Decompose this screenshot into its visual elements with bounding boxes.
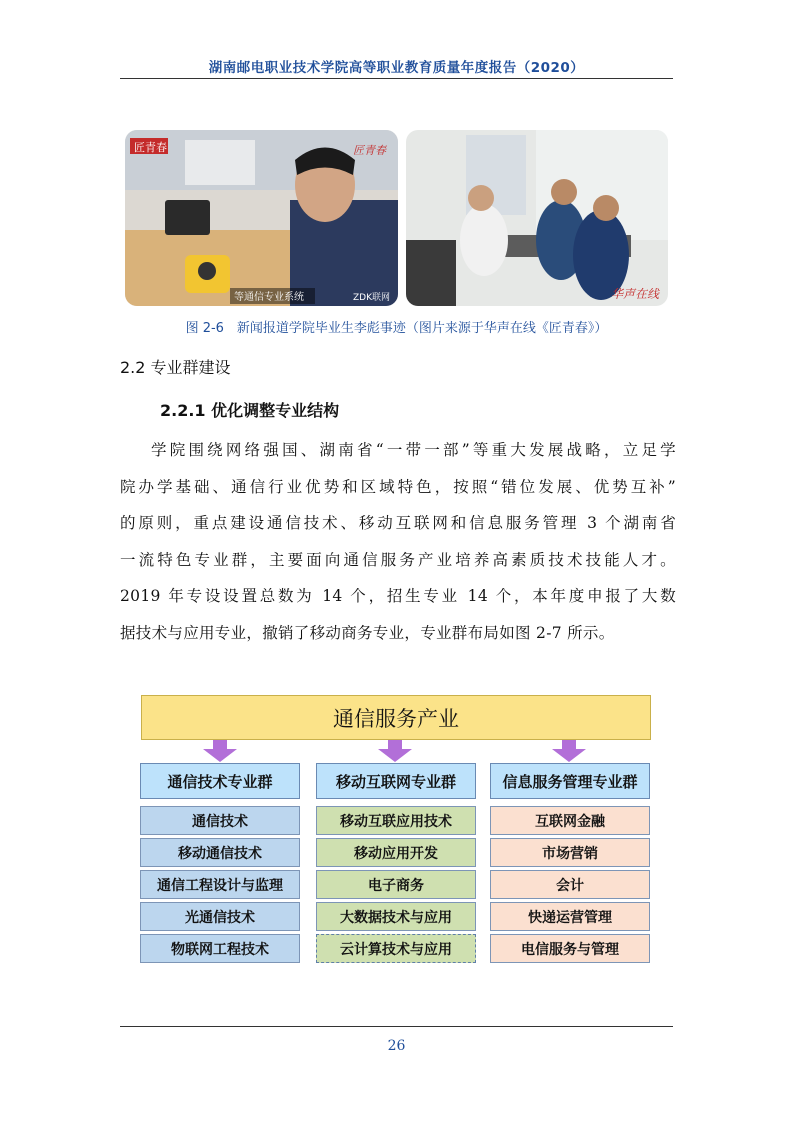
report-header-title: 湖南邮电职业技术学院高等职业教育质量年度报告（2020）	[208, 60, 585, 76]
footer-rule	[120, 1026, 673, 1027]
news-photo-right	[406, 130, 668, 306]
watermark-logo: ZDK联网	[353, 293, 390, 303]
paragraph-line: 的原则，重点建设通信技术、移动互联网和信息服务管理 3 个湖南省	[120, 514, 676, 532]
major-item: 快递运营管理	[490, 902, 650, 931]
major-item: 云计算技术与应用	[316, 934, 476, 963]
paragraph-line: 学院围绕网络强国、湖南省“一带一部”等重大发展战略，立足学	[151, 441, 676, 459]
group-header: 信息服务管理专业群	[490, 763, 650, 799]
major-item: 电信服务与管理	[490, 934, 650, 963]
major-item: 电子商务	[316, 870, 476, 899]
down-arrow-icon	[378, 740, 412, 762]
group-header: 移动互联网专业群	[316, 763, 476, 799]
major-item: 物联网工程技术	[140, 934, 300, 963]
paragraph-line: 院办学基础、通信行业优势和区域特色，按照“错位发展、优势互补”	[120, 477, 676, 496]
header-rule	[120, 78, 673, 79]
program-badge: 匠青春	[134, 141, 167, 154]
major-item: 市场营销	[490, 838, 650, 867]
group-column-mobile-internet	[316, 763, 476, 963]
major-item: 大数据技术与应用	[316, 902, 476, 931]
channel-logo-text: 华声在线	[611, 287, 660, 301]
down-arrow-icon	[203, 740, 237, 762]
channel-logo-text: 匠青春	[353, 144, 386, 157]
major-item: 互联网金融	[490, 806, 650, 835]
major-item: 移动应用开发	[316, 838, 476, 867]
major-item: 通信工程设计与监理	[140, 870, 300, 899]
paragraph-line: 据技术与应用专业，撤销了移动商务专业，专业群布局如图 2-7 所示。	[120, 623, 615, 642]
subsection-heading: 2.2.1 优化调整专业结构	[160, 401, 340, 420]
industry-box: 通信服务产业	[141, 695, 651, 740]
subtitle-overlay: 等通信专业系统	[234, 292, 304, 303]
group-column-communication	[140, 763, 300, 963]
major-item: 光通信技术	[140, 902, 300, 931]
major-item: 移动互联应用技术	[316, 806, 476, 835]
page-number: 26	[387, 1038, 406, 1054]
body-paragraph	[120, 432, 676, 651]
major-item: 移动通信技术	[140, 838, 300, 867]
paragraph-line: 2019 年专设设置总数为 14 个，招生专业 14 个，本年度申报了大数	[120, 587, 676, 605]
news-photo-left	[125, 130, 398, 306]
paragraph-line: 一流特色专业群，主要面向通信服务产业培养高素质技术技能人才。	[120, 550, 676, 569]
down-arrow-icon	[552, 740, 586, 762]
group-header: 通信技术专业群	[140, 763, 300, 799]
figure-caption: 图 2-6 新闻报道学院毕业生李彪事迹（图片来源于华声在线《匠青春》）	[185, 321, 608, 336]
major-item: 通信技术	[140, 806, 300, 835]
section-heading: 2.2 专业群建设	[120, 358, 231, 377]
group-column-info-service	[490, 763, 650, 963]
major-item: 会计	[490, 870, 650, 899]
